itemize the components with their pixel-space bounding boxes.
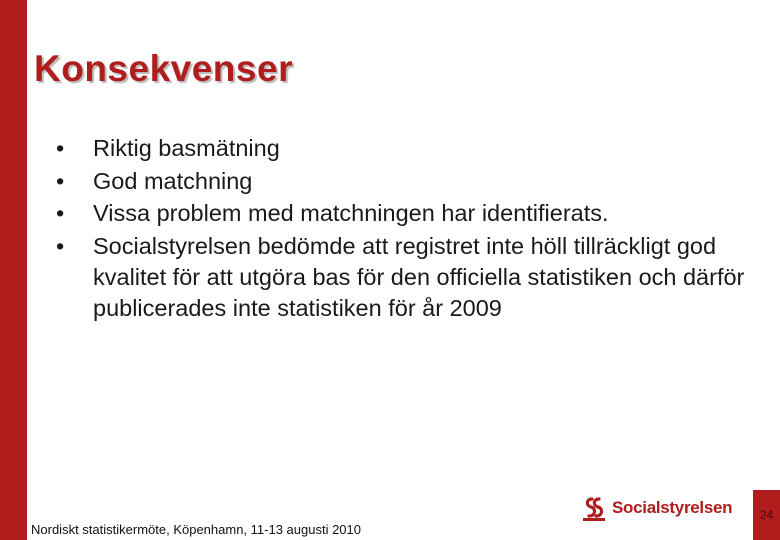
bullet-text: Socialstyrelsen bedömde att registret inte höll tillräckligt god kvalitet för att utgöra bas för den officiella statistiken och därför publicerades inte statistiken för år 2009 (93, 232, 745, 321)
bullet-list (56, 133, 750, 325)
bullet-text: God matchning (93, 167, 253, 194)
left-accent-bar (0, 0, 27, 540)
socialstyrelsen-logo (580, 490, 732, 526)
page-number: 24 (753, 490, 780, 540)
bullet-item (56, 231, 750, 324)
slide-title: Konsekvenser (34, 48, 293, 89)
bullet-item (56, 198, 750, 229)
logo-mark-icon (580, 494, 608, 522)
bullet-text: Vissa problem med matchningen har identifierats. (93, 200, 609, 226)
bullet-dot: • (56, 135, 65, 161)
footer-text: Nordiskt statistikermöte, Köpenhamn, 11-13 augusti 2010 (31, 522, 361, 537)
bullet-text: Riktig basmätning (93, 135, 280, 161)
bullet-dot: • (56, 167, 65, 194)
bullet-dot: • (56, 232, 65, 259)
bullet-item (56, 166, 750, 197)
bullet-item (56, 133, 750, 164)
logo-text: Socialstyrelsen (612, 498, 733, 517)
bullet-dot: • (56, 200, 65, 226)
